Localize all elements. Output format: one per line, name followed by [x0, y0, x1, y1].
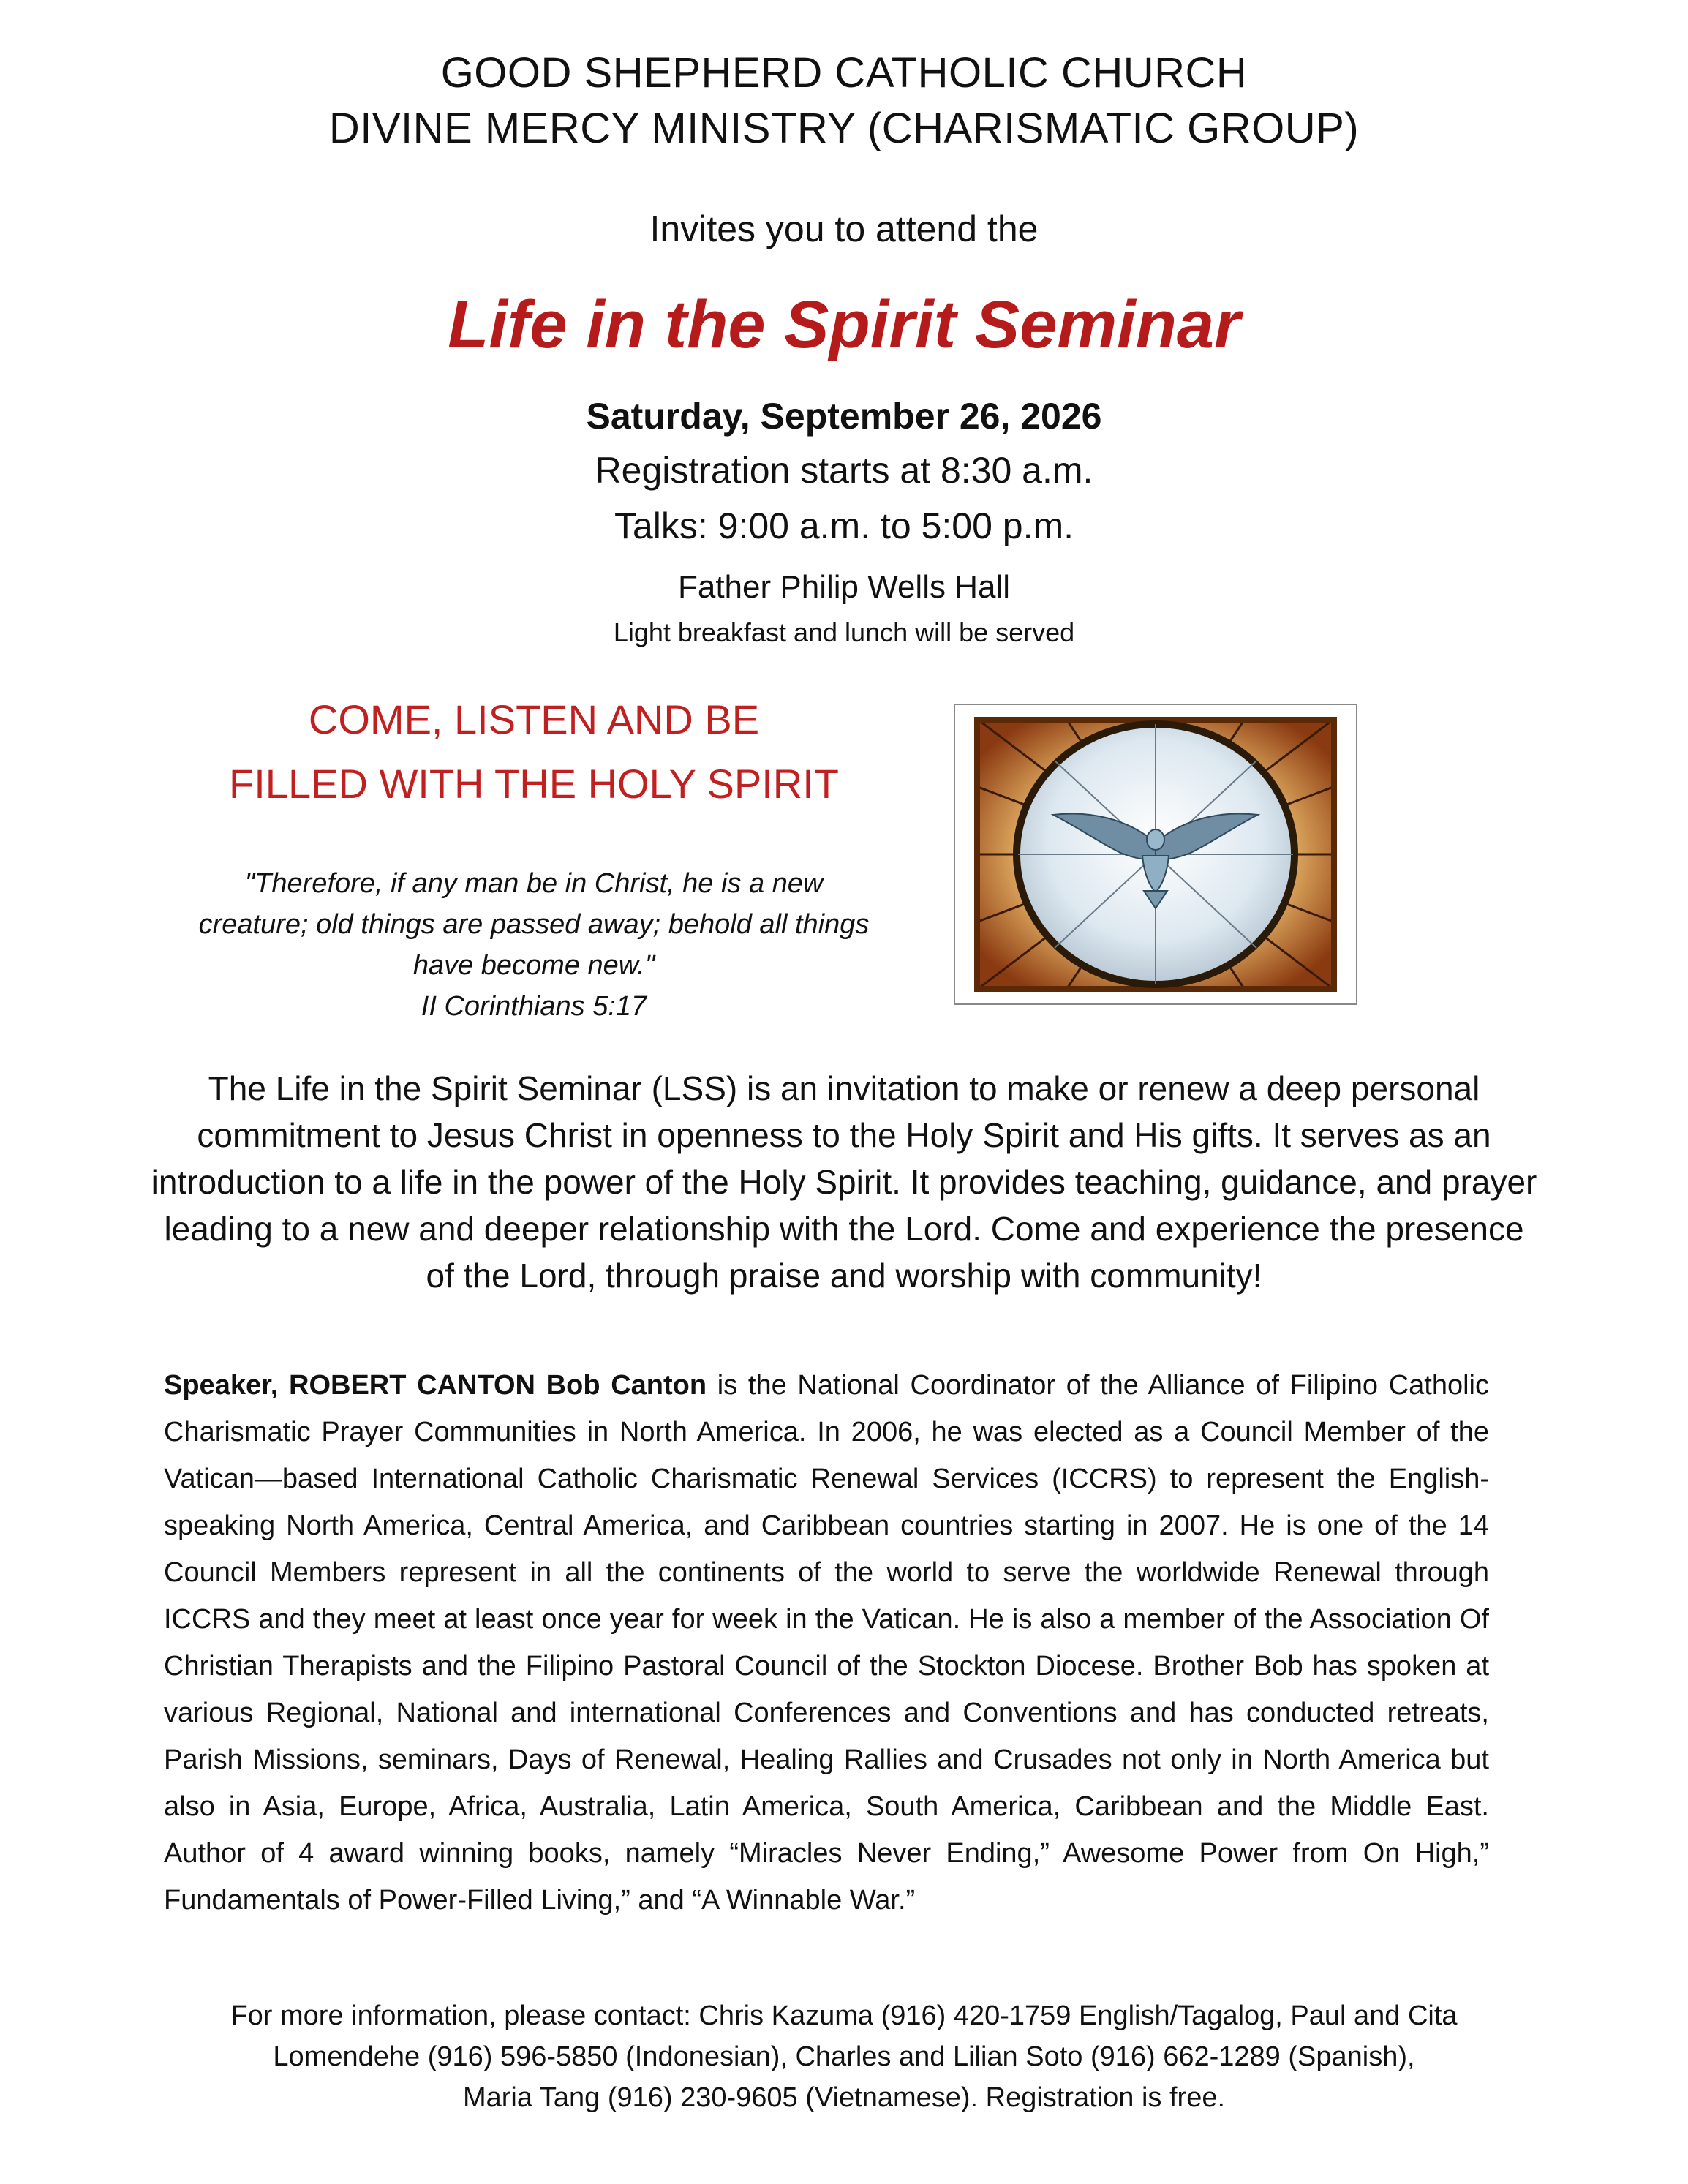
event-title: Life in the Spirit Seminar [448, 287, 1240, 362]
holy-spirit-image [954, 704, 1357, 1005]
invitation-line: Invites you to attend the [649, 208, 1039, 249]
quote-line-1: "Therefore, if any man be in Christ, he is a new [244, 868, 824, 899]
quote-line-3: have become new." [412, 950, 655, 981]
church-name: GOOD SHEPHERD CATHOLIC CHURCH [440, 49, 1248, 97]
callout [168, 688, 900, 816]
bio-text: is the National Coordinator of the Alliance of Filipino Catholic Charismatic Prayer Communities in North America. In 2006, he was elected as a Council Member of the Vatican—based International Catholic Charismatic Renewal Services (ICCRS) to represent the English-speaking North America, Central America, and Caribbean countries starting in 2007. He is one of the 14 Council Members represent in all the continents of the world to serve the worldwide Renewal through ICCRS and they meet at least once year for week in the Vatican. He is also a member of the Association Of Christian Therapists and the Filipino Pastoral Council of the Stockton Diocese. Brother Bob has spoken at various Regional, National and international Conferences and Conventions and has conducted retreats, Parish Missions, seminars, Days of Renewal, Healing Rallies and Crusades not only in North America but also in Asia, Europe, Africa, Australia, Latin America, South America, Caribbean and the Middle East. Author of 4 award winning books, namely “Miracles Never Ending,” Awesome Power from On High,” Fundamentals of Power-Filled Living,” and “A Winnable War.” [164, 1370, 1489, 1916]
callout-line-2: FILLED WITH THE HOLY SPIRIT [229, 761, 839, 807]
intro-paragraph: The Life in the Spirit Seminar (LSS) is an invitation to make or renew a deep personal commitment to Jesus Christ in openness to the Holy Spirit and His gifts. It serves as an introduction to a life in the power of the Holy Spirit. It provides teaching, guidance, and prayer leading to a new and deeper relationship with the Lord. Come and experience the presence of the Lord, through praise and worship with community! [151, 1069, 1537, 1295]
ministry-name: DIVINE MERCY MINISTRY (CHARISMATIC GROUP) [328, 105, 1360, 152]
speaker-bio [164, 1362, 1489, 1924]
contact-line-1: For more information, please contact: Chris Kazuma (916) 420-1759 English/Tagalog, Paul and Cita [230, 2000, 1458, 2031]
quote-line-2: creature; old things are passed away; behold all things [198, 909, 870, 940]
contact-line-3: Maria Tang (916) 230-9605 (Vietnamese). Registration is free. [462, 2082, 1226, 2113]
church-header [0, 45, 1688, 157]
registration-time: Registration starts at 8:30 a.m. [595, 450, 1093, 491]
meals-note: Light breakfast and lunch will be served [613, 617, 1075, 647]
speaker-name: Speaker, ROBERT CANTON Bob Canton [164, 1370, 707, 1401]
talks-time: Talks: 9:00 a.m. to 5:00 p.m. [614, 505, 1074, 546]
callout-line-1: COME, LISTEN AND BE [308, 696, 760, 742]
contact-info [132, 1995, 1556, 2118]
venue: Father Philip Wells Hall [677, 569, 1010, 605]
event-date: Saturday, September 26, 2026 [586, 396, 1102, 437]
contact-line-2: Lomendehe (916) 596-5850 (Indonesian), Charles and Lilian Soto (916) 662-1289 (Spanish), [273, 2041, 1415, 2072]
quote-citation: II Corinthians 5:17 [421, 991, 647, 1022]
scripture-quote [146, 863, 922, 1027]
dove-icon [974, 717, 1337, 992]
